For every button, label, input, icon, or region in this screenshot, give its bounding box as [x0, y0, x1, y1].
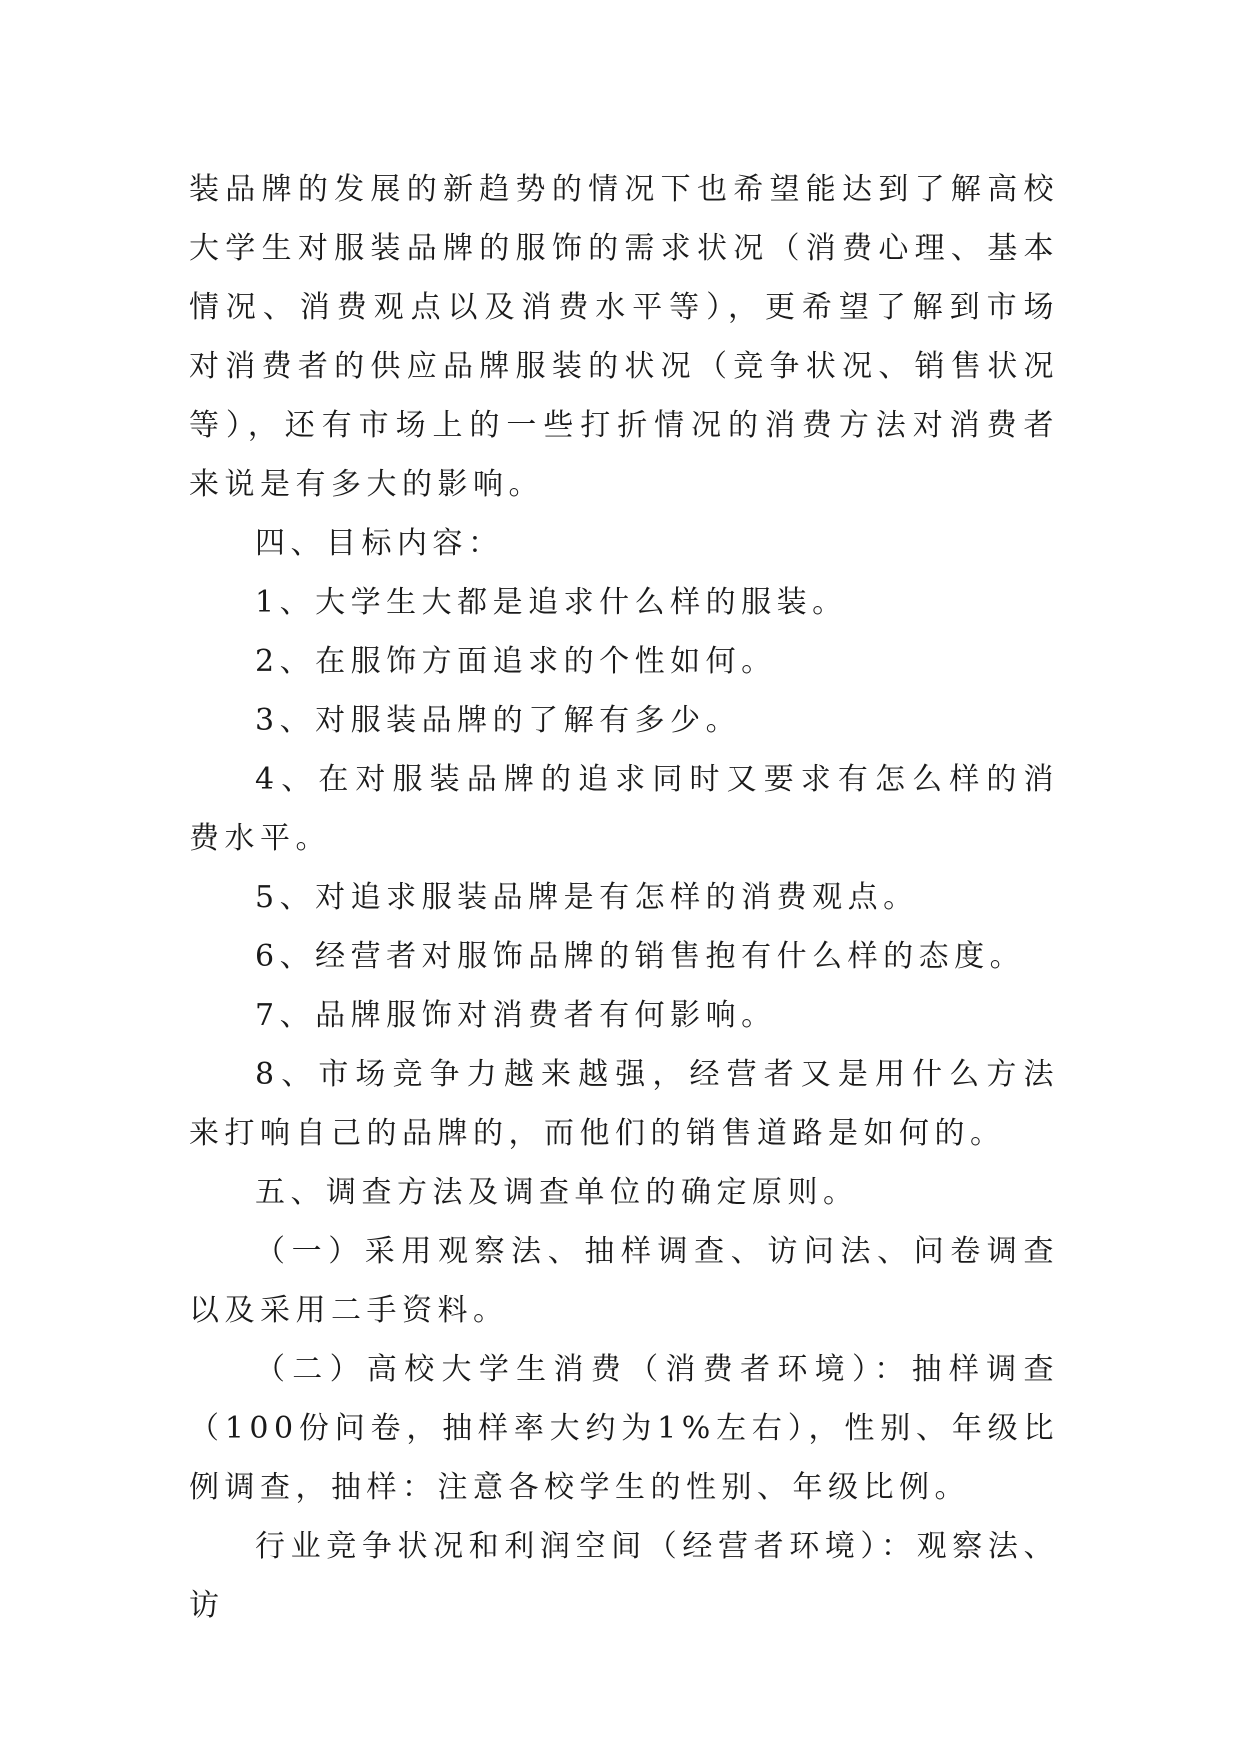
list-item: 4、在对服装品牌的追求同时又要求有怎么样的消费水平。 [189, 762, 1059, 856]
method-paragraph: （二）高校大学生消费（消费者环境）：抽样调查（100份问卷，抽样率大约为1%左右），性别、年级比例调查，抽样：注意各校学生的性别、年级比例。 [189, 1352, 1059, 1505]
list-item: 8、市场竞争力越来越强，经营者又是用什么方法来打响自己的品牌的，而他们的销售道路是如何的。 [189, 1057, 1059, 1151]
list-item: 1、大学生大都是追求什么样的服装。 [255, 585, 848, 620]
list-item: 2、在服饰方面追求的个性如何。 [255, 644, 777, 679]
list-item: 6、经营者对服饰品牌的销售抱有什么样的态度。 [255, 939, 1026, 974]
list-item: 3、对服装品牌的了解有多少。 [255, 703, 742, 738]
section-heading-methods: 五、调查方法及调查单位的确定原则。 [255, 1175, 859, 1210]
section-heading-objectives: 四、目标内容： [255, 526, 504, 561]
list-item: 5、对追求服装品牌是有怎样的消费观点。 [255, 880, 919, 915]
paragraph-continuation: 装品牌的发展的新趋势的情况下也希望能达到了解高校大学生对服装品牌的服饰的需求状况（消费心理、基本情况、消费观点以及消费水平等），更希望了解到市场对消费者的供应品牌服装的状况（竞争状况、销售状况等），还有市场上的一些打折情况的消费方法对消费者来说是有多大的影响。 [189, 172, 1059, 502]
document-page [189, 160, 1059, 1635]
method-paragraph: （一）采用观察法、抽样调查、访问法、问卷调查以及采用二手资料。 [189, 1234, 1059, 1328]
method-paragraph: 行业竞争状况和利润空间（经营者环境）：观察法、访 [189, 1529, 1059, 1623]
list-item: 7、品牌服饰对消费者有何影响。 [255, 998, 777, 1033]
